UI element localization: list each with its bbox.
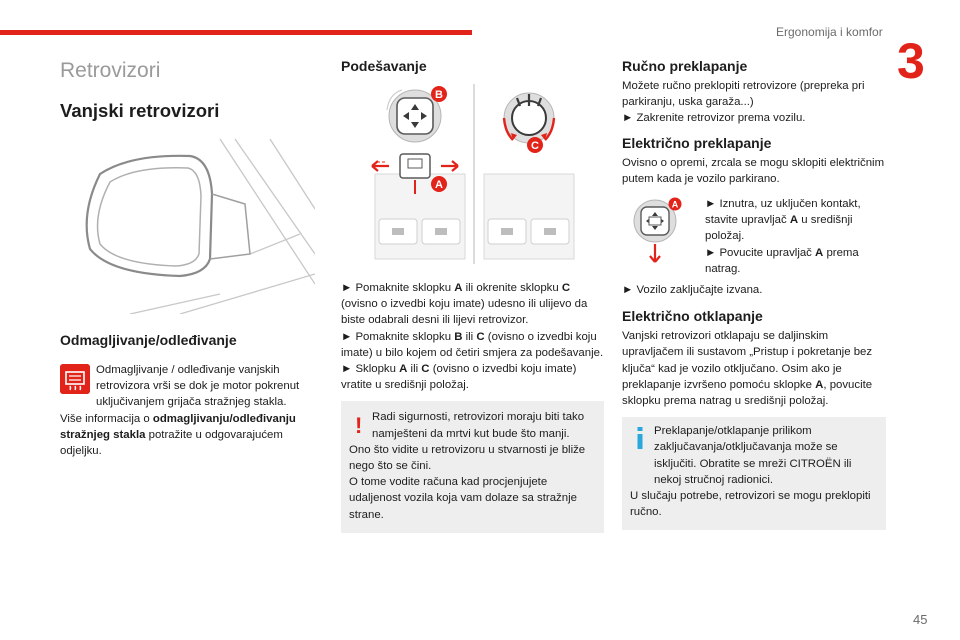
column-adjustment: [341, 58, 604, 533]
warning-text-1: Radi sigurnosti, retrovizori moraju biti tako namješteni da mrtvi kut bude što manji.: [372, 411, 585, 440]
warning-text-3: O tome vodite računa kad procjenjujete udaljenost vozila koja vam dolaze sa stražnje strane.: [349, 476, 577, 521]
svg-text:A: A: [671, 199, 679, 210]
label-b-badge: [431, 86, 447, 102]
label-c-badge: [527, 137, 543, 153]
label-a-badge: [431, 176, 447, 192]
warning-icon: !: [355, 413, 363, 439]
manual-fold-step: ► Zakrenite retrovizor prema vozilu.: [622, 112, 806, 125]
exterior-mirror-illustration: [70, 134, 315, 314]
electric-fold-step-2: ► Povucite upravljač A prema natrag.: [705, 246, 859, 275]
mirror-control-illustration: [367, 84, 582, 264]
adjustment-step-2: ► Pomaknite sklopku B ili C (ovisno o izvedbi koju imate) u bilo kojem od četiri smjera za podešavanje.: [341, 330, 604, 359]
adjustment-step-1: ► Pomaknite sklopku A ili okrenite sklopku C (ovisno o izvedbi koju imate) udesno ili ulijevo da biste odabrali desni ili lijevi retrovizor.: [341, 282, 588, 327]
electric-fold-text: Ovisno o opremi, zrcala se mogu sklopiti električnim putem kada je vozilo parkirano.: [622, 156, 885, 185]
manual-fold-text: Možete ručno preklopiti retrovizore (prepreka pri parkiranju, uska garaža...): [622, 80, 865, 109]
svg-text:C: C: [531, 140, 539, 152]
adjustment-step-3: ► Sklopku A ili C (ovisno o izvedbi koju imate) vratite u središnji položaj.: [341, 363, 577, 392]
section-title: Ergonomija i komfor: [776, 25, 883, 39]
warning-text-2: Ono što vidite u retrovizoru u stvarnosti je bliže nego što se čini.: [349, 443, 586, 473]
info-box: [622, 417, 886, 530]
electric-fold-step-1: ► Iznutra, uz uključen kontakt, stavite upravljač A u središnji položaj.: [705, 198, 861, 243]
column-folding: [622, 58, 886, 530]
column-mirrors-intro: [60, 55, 322, 459]
electric-fold-steps: [705, 196, 885, 277]
electric-unfold-text: Vanjski retrovizori otklapaju se daljinskim upravljačem ili sustavom „Pristup i pokretanje bez ključa“ kad je vozilo otključano. Osim ako je preklapanje izvršeno pomoću sklopke A, povucite sklopku prema natrag u središnji položaj.: [622, 330, 873, 408]
label-a-badge-fold: [669, 198, 682, 211]
chapter-number: 3: [897, 33, 925, 89]
info-text-1: Preklapanje/otklapanje prilikom zaključavanja/otključavanja može se isključiti. Obratite se mreži CITROËN ili nekoj stručnoj radionici.: [654, 425, 852, 486]
electric-fold-step-3: ► Vozilo zaključajte izvana.: [622, 284, 763, 297]
info-icon: [636, 427, 644, 449]
adjustment-steps: [341, 280, 604, 393]
defrost-paragraph: [60, 362, 322, 459]
safety-warning-box: [341, 401, 604, 532]
electric-fold-instructions: [622, 196, 886, 274]
section-heading-exterior-mirrors: Vanjski retrovizori: [60, 100, 220, 121]
section-heading-manual-fold: Ručno preklapanje: [622, 58, 748, 74]
header-accent-bar: [0, 30, 472, 35]
defrost-text: Odmagljivanje / odleđivanje vanjskih retrovizora vrši se dok je motor pokrenut uključivanjem grijača stražnjeg stakla.: [96, 364, 300, 409]
section-heading-electric-fold: Električno preklapanje: [622, 134, 772, 151]
section-heading-electric-unfold: Električno otklapanje: [622, 308, 763, 325]
fold-control-illustration: [632, 196, 682, 268]
page-title: Retrovizori: [60, 59, 161, 82]
svg-text:A: A: [435, 179, 443, 191]
section-heading-defrost: Odmagljivanje/odleđivanje: [60, 332, 237, 348]
page-number: 45: [913, 612, 928, 627]
rear-window-defrost-icon: [60, 364, 90, 394]
defrost-more-info: Više informacija o odmagljivanju/odleđivanju stražnjeg stakla potražite u odgovarajućem odjeljku.: [60, 412, 296, 458]
svg-text:B: B: [435, 89, 443, 101]
info-text-2: U slučaju potrebe, retrovizori se mogu preklopiti ručno.: [630, 490, 871, 519]
section-heading-adjustment: Podešavanje: [341, 58, 427, 74]
